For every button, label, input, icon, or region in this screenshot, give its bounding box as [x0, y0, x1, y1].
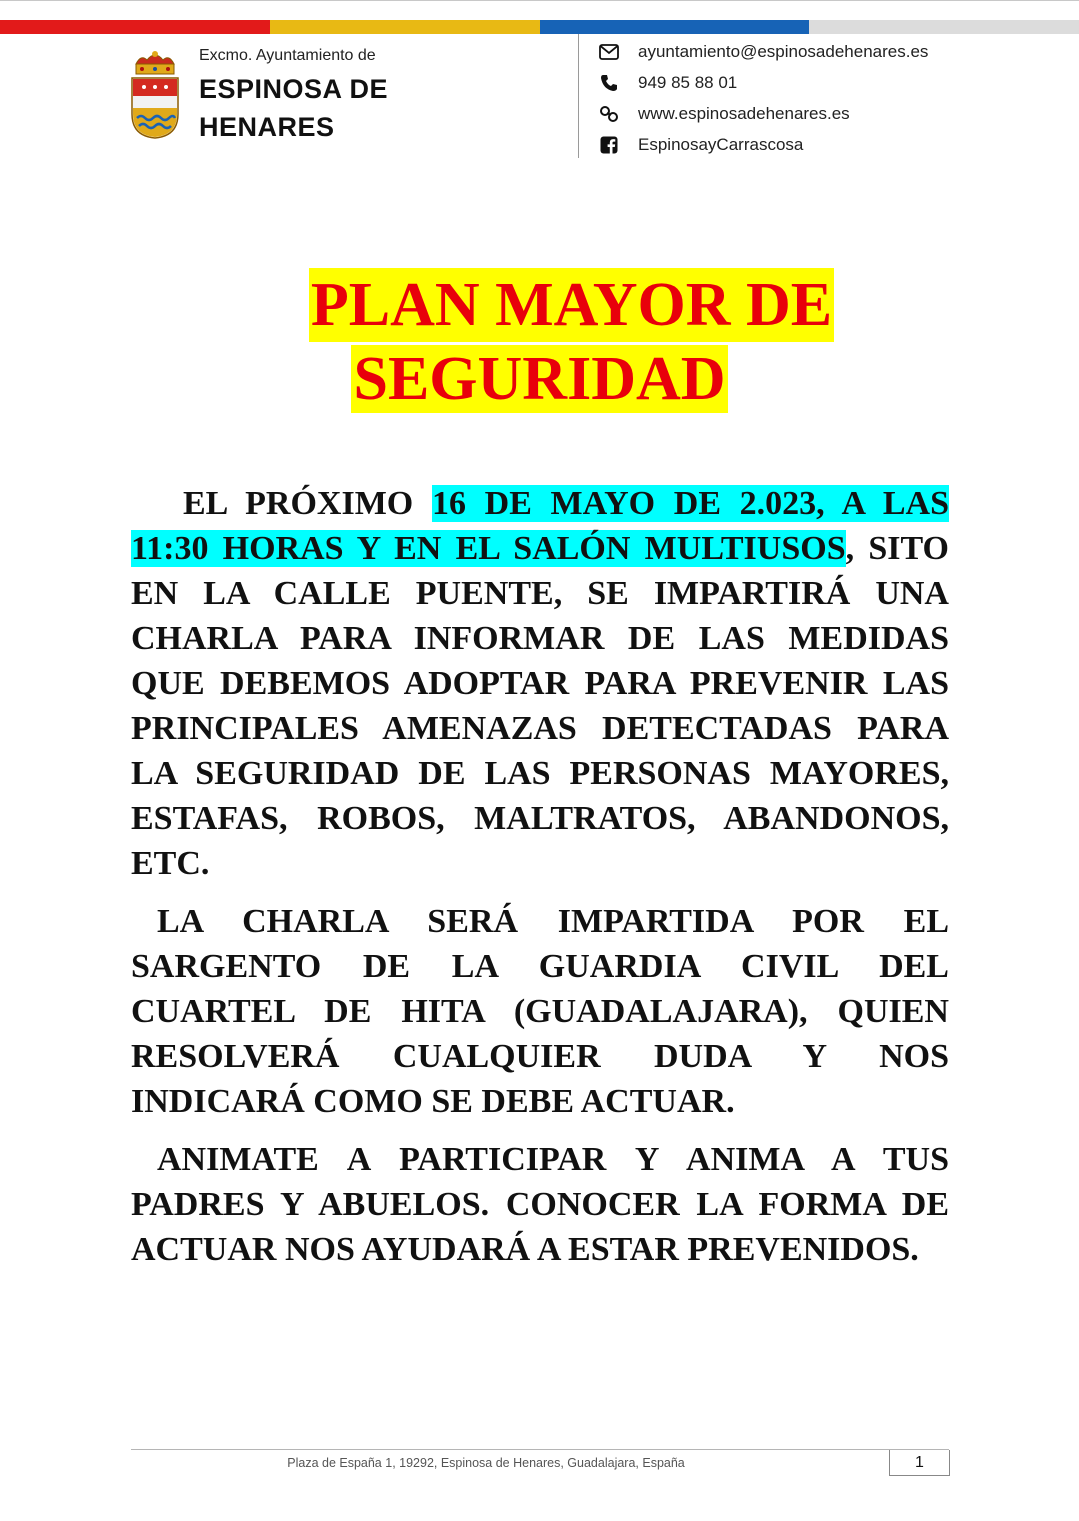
footer-address: Plaza de España 1, 19292, Espinosa de Henares, Guadalajara, España [287, 1456, 685, 1470]
contact-phone-text: 949 85 88 01 [638, 72, 738, 92]
phone-icon [598, 72, 620, 94]
title-line1: PLAN MAYOR DE [309, 268, 834, 342]
stripe-yellow [270, 20, 540, 34]
stripe-red [0, 20, 270, 34]
contact-facebook[interactable] [598, 129, 1068, 160]
top-rule [0, 0, 1079, 1]
paragraph-2: LA CHARLA SERÁ IMPARTIDA POR EL SARGENTO DE LA GUARDIA CIVIL DEL CUARTEL DE HITA (GUADALAJARA), QUIEN RESOLVERÁ CUALQUIER DUDA Y NOS INDICARÁ COMO SE DEBE ACTUAR. [131, 903, 949, 1120]
org-name-line1: ESPINOSA DE [199, 74, 389, 104]
org-name-line2: HENARES [199, 112, 335, 142]
stripe-grey [809, 20, 1079, 34]
footer-rule [131, 1449, 949, 1450]
contact-email-text: ayuntamiento@espinosadehenares.es [638, 41, 929, 61]
facebook-icon [598, 134, 620, 156]
p1-rest: , SITO EN LA CALLE PUENTE, SE IMPARTIRÁ UNA CHARLA PARA INFORMAR DE LAS MEDIDAS QUE DEBEMOS ADOPTAR PARA PREVENIR LAS PRINCIPALES AMENAZAS DETECTADAS PARA LA SEGURIDAD DE LAS PERSONAS MAYORES, ESTAFAS, ROBOS, MALTRATOS, ABANDONOS, ETC. [131, 530, 949, 882]
p1-prefix: EL PRÓXIMO [183, 485, 432, 522]
page-number: 1 [889, 1450, 950, 1476]
org-subtitle: Excmo. Ayuntamiento de [199, 47, 376, 64]
paragraph-3: ANIMATE A PARTICIPAR Y ANIMA A TUS PADRES Y ABUELOS. CONOCER LA FORMA DE ACTUAR NOS AYUDARÁ A ESTAR PREVENIDOS. [131, 1141, 949, 1268]
contact-list [598, 36, 1068, 160]
notice-body [131, 481, 949, 1272]
p1-highlight: 16 DE MAYO DE 2.023, A LAS 11:30 HORAS Y EN EL SALÓN MULTIUSOS [131, 485, 949, 567]
header-divider [578, 34, 579, 158]
org-name [199, 70, 388, 146]
paragraph-1 [131, 481, 949, 886]
stripe-blue [540, 20, 810, 34]
contact-email[interactable] [598, 36, 1068, 67]
contact-website[interactable] [598, 98, 1068, 129]
contact-phone[interactable] [598, 67, 1068, 98]
title-line2: SEGURIDAD [353, 345, 726, 413]
coat-of-arms-icon [128, 50, 182, 140]
link-icon [598, 103, 620, 125]
color-stripes [0, 20, 1079, 34]
contact-website-text: www.espinosadehenares.es [638, 103, 850, 123]
page-title [0, 268, 1079, 416]
contact-facebook-text: EspinosayCarrascosa [638, 134, 804, 154]
mail-icon [598, 41, 620, 63]
